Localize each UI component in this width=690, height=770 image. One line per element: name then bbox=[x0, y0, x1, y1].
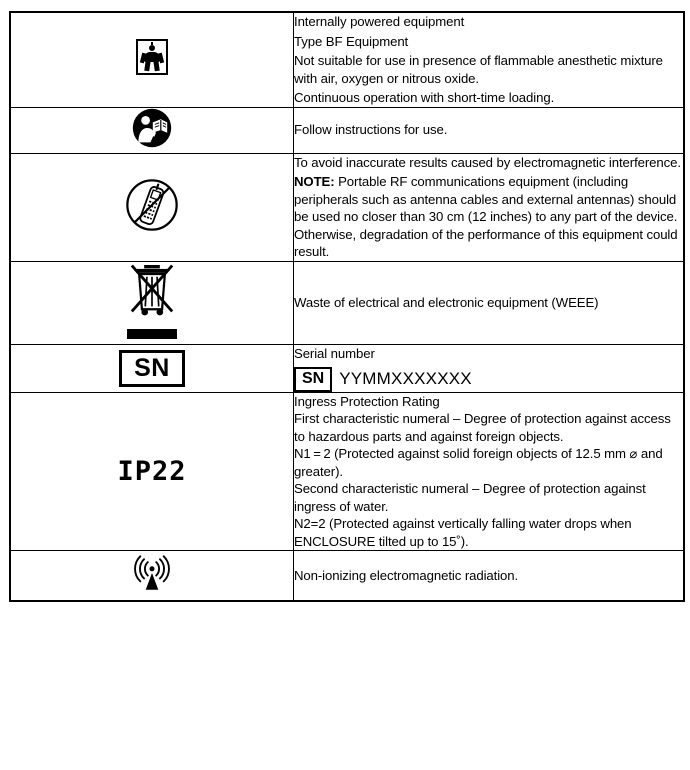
symbol-cell-type-bf bbox=[10, 12, 294, 107]
ingress-protection-text-icon: IP22 bbox=[117, 456, 187, 488]
table-row bbox=[10, 12, 684, 107]
description-line: Continuous operation with short-time loading. bbox=[294, 90, 555, 106]
description-cell-serial-number bbox=[294, 345, 685, 393]
symbol-cell-weee bbox=[10, 262, 294, 345]
description-line: Not suitable for use in presence of flammable anesthetic mixture with air, oxygen or nitrous oxide. bbox=[294, 53, 663, 86]
description-cell-follow-instructions bbox=[294, 107, 685, 153]
table-row bbox=[10, 551, 684, 602]
table-row bbox=[10, 262, 684, 345]
description-cell-ingress-protection bbox=[294, 392, 685, 551]
note-prefix: NOTE: bbox=[294, 174, 335, 190]
symbol-cell-serial-number bbox=[10, 345, 294, 393]
no-mobile-phone-icon bbox=[124, 177, 180, 233]
symbol-cell-follow-instructions bbox=[10, 107, 294, 153]
table-row bbox=[10, 107, 684, 153]
table-row bbox=[10, 345, 684, 393]
table-row bbox=[10, 153, 684, 261]
description-cell-weee bbox=[294, 262, 685, 345]
symbol-cell-ingress-protection bbox=[10, 392, 294, 551]
description-line: Ingress Protection Rating bbox=[294, 393, 440, 409]
serial-number-value: YYMMXXXXXXX bbox=[339, 369, 472, 389]
description-line: First characteristic numeral – Degree of protection against access to hazardous parts and against foreign objects. bbox=[294, 411, 671, 444]
description-cell-no-mobile-phone bbox=[294, 153, 685, 261]
description-line: Non-ionizing electromagnetic radiation. bbox=[294, 568, 519, 584]
description-cell-type-bf bbox=[294, 12, 685, 107]
description-line-note bbox=[294, 173, 683, 261]
description-line: Second characteristic numeral – Degree of protection against ingress of water. bbox=[294, 481, 646, 514]
symbols-legend-table bbox=[9, 11, 685, 602]
description-line: N2=2 (Protected against vertically falling water drops when ENCLOSURE tilted up to 15˚). bbox=[294, 516, 632, 549]
description-cell-non-ionizing-radiation bbox=[294, 551, 685, 602]
note-body: Portable RF communications equipment (including peripherals such as antenna cables and external antennas) should be used no closer than 30 cm (12 inches) to any part of the device. Otherwise, degradation of the performance of this equipment could result. bbox=[294, 174, 678, 260]
serial-number-box-icon: SN bbox=[119, 350, 185, 387]
symbol-cell-no-mobile-phone bbox=[10, 153, 294, 261]
description-line: N1 = 2 (Protected against solid foreign objects of 12.5 mm ⌀ and greater). bbox=[294, 446, 663, 479]
symbol-cell-non-ionizing-radiation bbox=[10, 551, 294, 602]
serial-number-badge: SN bbox=[294, 367, 332, 392]
description-line: To avoid inaccurate results caused by electromagnetic interference. bbox=[294, 154, 681, 170]
description-line: Waste of electrical and electronic equipment (WEEE) bbox=[294, 295, 599, 311]
table-row bbox=[10, 392, 684, 551]
serial-number-example bbox=[294, 367, 683, 392]
description-line: Serial number bbox=[294, 346, 375, 362]
description-line: Internally powered equipment bbox=[294, 14, 465, 29]
description-line: Follow instructions for use. bbox=[294, 122, 448, 138]
non-ionizing-radiation-icon bbox=[129, 551, 175, 595]
description-line: Type BF Equipment bbox=[294, 33, 409, 49]
follow-instructions-for-use-icon bbox=[132, 108, 172, 148]
weee-crossed-out-wheeled-bin-icon bbox=[124, 262, 180, 339]
type-bf-applied-part-icon bbox=[136, 39, 168, 75]
